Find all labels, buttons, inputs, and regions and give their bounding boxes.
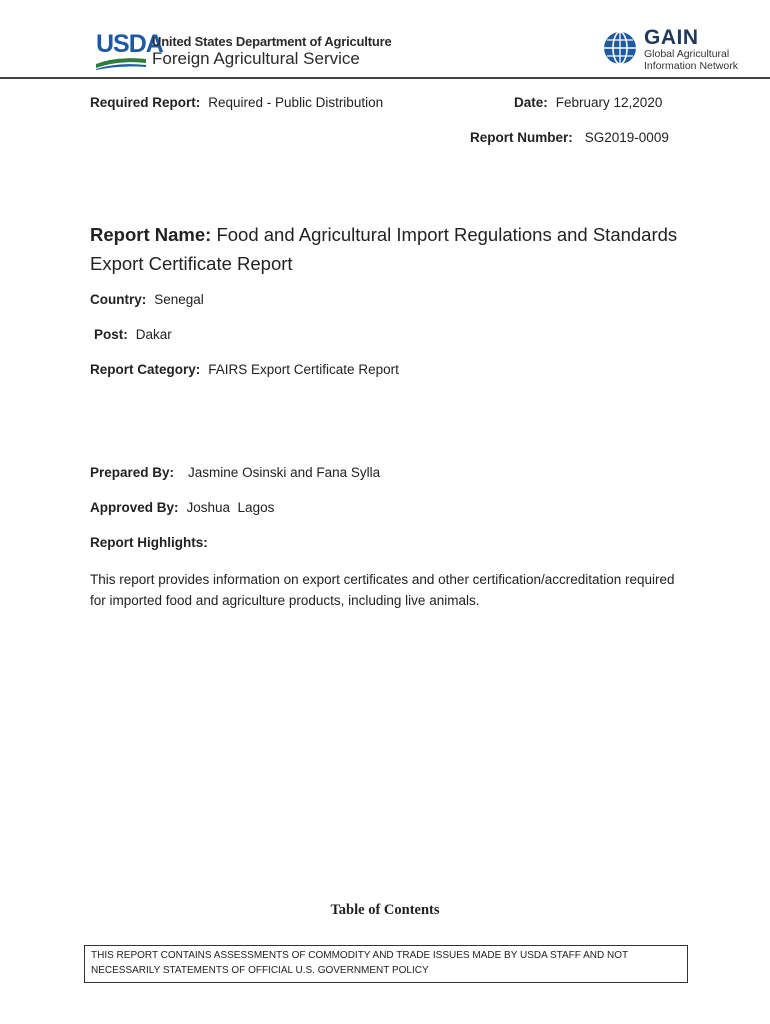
prepared-by-row: Prepared By: Jasmine Osinski and Fana Sylla (90, 465, 381, 480)
agency-name: Foreign Agricultural Service (152, 49, 360, 68)
table-of-contents-heading: Table of Contents (330, 902, 440, 918)
usda-swoosh-icon (96, 54, 146, 70)
disclaimer-box: THIS REPORT CONTAINS ASSESSMENTS OF COMMODITY AND TRADE ISSUES MADE BY USDA STAFF AND NOT NECESSARILY STATEMENTS OF OFFICIAL U.S. GOVERNMENT POLICY (84, 945, 688, 983)
gain-logo-title: GAIN (644, 26, 699, 49)
date-row: Date: February 12,2020 (514, 95, 663, 110)
report-category-row: Report Category: FAIRS Export Certificate Report (90, 362, 399, 377)
report-highlights-body: This report provides information on export certificates and other certification/accreditation required for imported food and agriculture products, including live animals. (90, 572, 675, 608)
gain-logo-subtitle: Global Agricultural Information Network (644, 48, 738, 72)
report-name: Report Name: Food and Agricultural Import Regulations and Standards Export Certificate Report (90, 224, 678, 274)
department-name: United States Department of Agriculture (152, 34, 392, 49)
required-report-row: Required Report: Required - Public Distribution (90, 95, 384, 110)
post-row: Post: Dakar (94, 327, 172, 342)
report-number-row: Report Number: SG2019-0009 (470, 130, 669, 145)
report-highlights-heading: Report Highlights: (90, 535, 208, 550)
usda-logo: USDA (96, 30, 163, 58)
globe-icon (602, 30, 638, 66)
country-row: Country: Senegal (90, 292, 204, 307)
approved-by-row: Approved By: Joshua Lagos (90, 500, 275, 515)
report-header (0, 0, 770, 80)
header-divider (0, 77, 770, 79)
